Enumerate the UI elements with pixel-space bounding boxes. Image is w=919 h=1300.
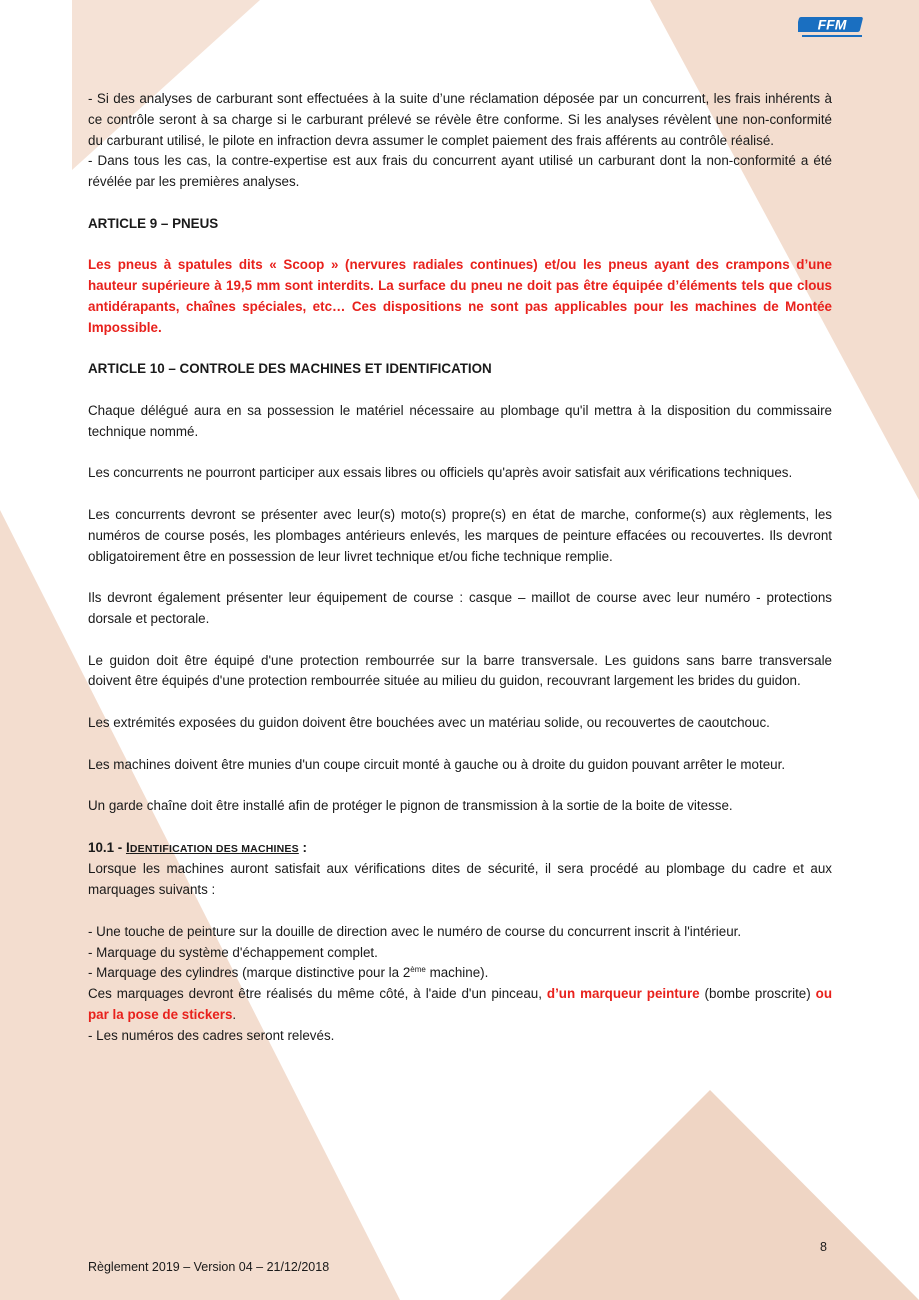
paragraph-handlebar-ends: Les extrémités exposées du guidon doivent être bouchées avec un matériau solide, ou recouvertes de caoutchouc. [88, 714, 770, 730]
section-number: 10.1 - [88, 839, 126, 855]
footer-text: Règlement 2019 – Version 04 – 21/12/2018 [88, 1260, 330, 1274]
marker-highlight: d’un marqueur peinture [546, 986, 700, 1002]
article-10-heading: ARTICLE 10 – CONTROLE DES MACHINES ET IDENTIFICATION [88, 361, 492, 377]
paragraph-kill-switch: Les machines doivent être munies d'un coupe circuit monté à gauche ou à droite du guidon pouvant arrêter le moteur. [88, 756, 786, 772]
fuel-paragraph-1: - Si des analyses de carburant sont effectuées à la suite d’une réclamation déposée par un concurrent, les frais inhérents à ce contrôle seront à sa charge si le carburant prélevé se révèle être conforme. Si les analyses révèlent une non-conformité du carburant utilisé, le pilote en infraction devra assumer le complet paiement des frais afférents au contrôle réalisé. [88, 91, 832, 148]
ffm-logo [798, 14, 868, 42]
section-10-1-heading [88, 838, 832, 860]
list-item-exhaust: - Marquage du système d'échappement complet. [88, 944, 378, 960]
section-title-initial: I [125, 839, 130, 855]
list-item-paint: - Une touche de peinture sur la douille de direction avec le numéro de course du concurrent inscrit à l'intérieur. [88, 923, 742, 939]
paragraph-verification: Les concurrents ne pourront participer aux essais libres ou officiels qu'après avoir satisfait aux vérifications techniques. [88, 465, 793, 481]
paragraph-handlebar-protection: Le guidon doit être équipé d'une protection rembourrée sur la barre transversale. Les guidons sans barre transversale doivent être équipés d'une protection rembourrée située au milieu du guidon, recouvrant largement les brides du guidon. [88, 652, 832, 689]
section-colon: : [298, 839, 308, 855]
article-9-heading: ARTICLE 9 – PNEUS [88, 215, 219, 231]
page-number: 8 [820, 1240, 827, 1254]
marking-paragraph: Ces marquages devront être réalisés du même côté, à l'aide d'un pinceau, d’un marqueur peinture (bombe proscrite) ou par la pose de stickers. [88, 986, 833, 1023]
section-intro: Lorsque les machines auront satisfait aux vérifications dites de sécurité, il sera procédé au plombage du cadre et aux marquages suivants : [88, 861, 832, 898]
paragraph-presentation: Les concurrents devront se présenter avec leur(s) moto(s) propre(s) en état de marche, conforme(s) aux règlements, les numéros de course posés, les plombages antérieurs enlevés, les marques de peinture effacées ou recouvertes. Ils devront obligatoirement être en possession de leur livret technique et/ou fiche technique remplie. [88, 506, 832, 564]
list-item-cylinders: - Marquage des cylindres (marque distinctive pour la 2ème machine). [88, 965, 489, 981]
paragraph-chain-guard: Un garde chaîne doit être installé afin de protéger le pignon de transmission à la sortie de la boite de vitesse. [88, 798, 733, 814]
svg-text:FFM: FFM [817, 16, 847, 33]
fuel-paragraph-2: - Dans tous les cas, la contre-expertise est aux frais du concurrent ayant utilisé un carburant dont la non-conformité a été révélée par les premières analyses. [88, 153, 832, 190]
paragraph-equipment: Ils devront également présenter leur équipement de course : casque – maillot de course avec leur numéro - protections dorsale et pectorale. [88, 590, 832, 626]
paragraph-delegate: Chaque délégué aura en sa possession le matériel nécessaire au plombage qu'il mettra à la disposition du commissaire technique nommé. [88, 402, 832, 439]
article-9-text: Les pneus à spatules dits « Scoop » (nervures radiales continues) et/ou les pneus ayant des crampons d’une hauteur supérieure à 19,5 mm sont interdits. La surface du pneu ne doit pas être équipée d’éléments tels que clous antidérapants, chaînes spéciales, etc… Ces dispositions ne sont pas applicables pour les machines de Montée Impossible. [88, 257, 832, 335]
decor-triangle-bottom-right [500, 1090, 919, 1300]
section-title: DENTIFICATION DES MACHINES [129, 842, 299, 855]
list-item-frame-numbers: - Les numéros des cadres seront relevés. [88, 1027, 335, 1043]
document-body [88, 89, 832, 1047]
stickers-highlight: ou par la pose de stickers [88, 986, 833, 1023]
